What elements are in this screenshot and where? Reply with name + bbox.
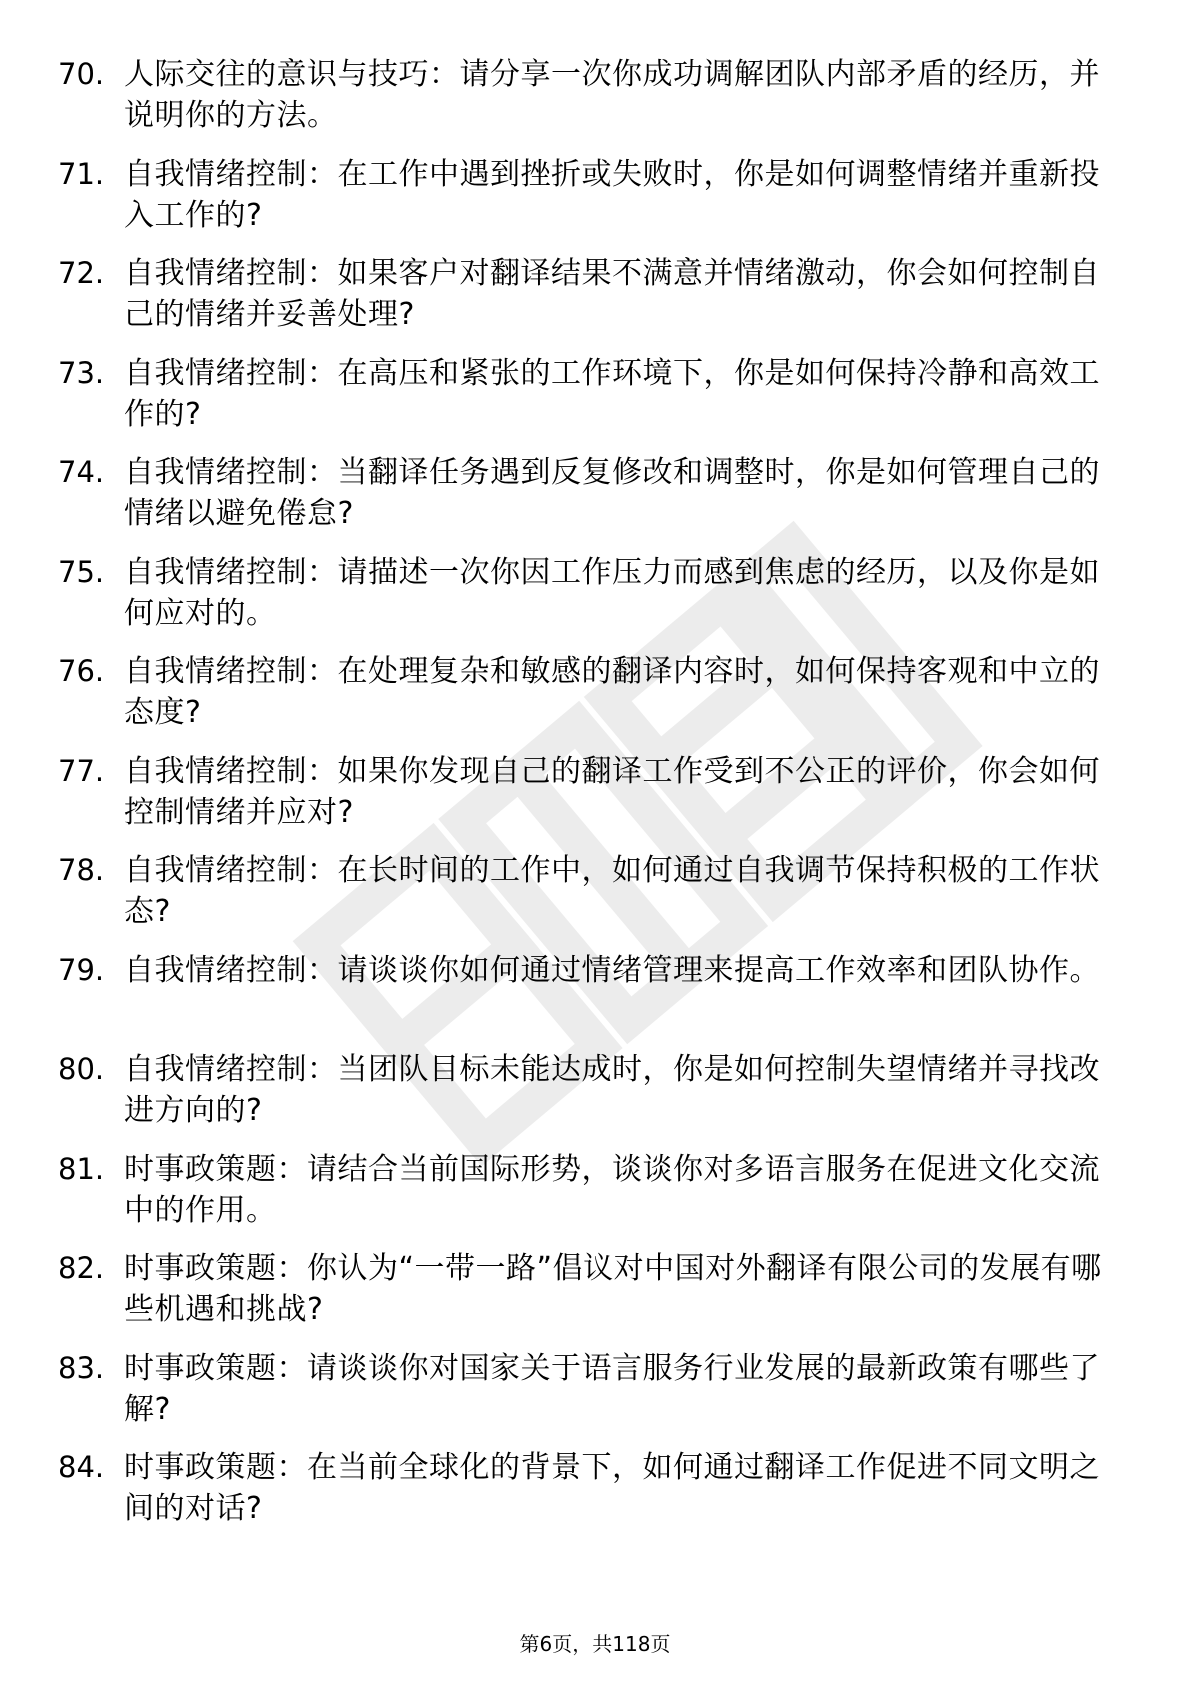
question-number: 74. <box>58 455 105 489</box>
question-text: 时事政策题：你认为“一带一路”倡议对中国对外翻译有限公司的发展有哪些机遇和挑战? <box>124 1251 1102 1327</box>
question-number: 83. <box>58 1350 105 1385</box>
question-number: 72. <box>58 256 105 290</box>
question-list <box>58 54 1118 1547</box>
question-item <box>58 950 1118 1050</box>
question-number: 73. <box>58 355 105 390</box>
question-text: 时事政策题：请谈谈你对国家关于语言服务行业发展的最新政策有哪些了解? <box>124 1350 1100 1427</box>
question-item <box>58 552 1118 652</box>
question-text: 自我情绪控制：当翻译任务遇到反复修改和调整时，你是如何管理自己的情绪以避免倦怠? <box>124 455 1100 531</box>
question-text: 自我情绪控制：在工作中遇到挫折或失败时，你是如何调整情绪并重新投入工作的? <box>124 156 1100 233</box>
question-item <box>58 253 1118 353</box>
question-number: 71. <box>58 156 105 191</box>
question-text: 自我情绪控制：请描述一次你因工作压力而感到焦虑的经历，以及你是如何应对的。 <box>124 554 1100 631</box>
question-item <box>58 751 1118 851</box>
question-text: 时事政策题：在当前全球化的背景下，如何通过翻译工作促进不同文明之间的对话? <box>124 1450 1100 1526</box>
question-text: 自我情绪控制：在高压和紧张的工作环境下，你是如何保持冷静和高效工作的? <box>124 355 1100 432</box>
question-text: 自我情绪控制：如果客户对翻译结果不满意并情绪激动，你会如何控制自己的情绪并妥善处理? <box>124 256 1100 332</box>
question-text: 时事政策题：请结合当前国际形势，谈谈你对多语言服务在促进文化交流中的作用。 <box>124 1151 1100 1228</box>
question-number: 79. <box>58 952 105 987</box>
question-number: 84. <box>58 1450 105 1484</box>
question-text: 自我情绪控制：在处理复杂和敏感的翻译内容时，如何保持客观和中立的态度? <box>124 654 1100 730</box>
question-item <box>58 1149 1118 1249</box>
page-footer: 第6页，共118页 <box>519 1632 671 1656</box>
question-text: 自我情绪控制：请谈谈你如何通过情绪管理来提高工作效率和团队协作。 <box>124 952 1100 988</box>
question-item <box>58 1049 1118 1149</box>
question-number: 81. <box>58 1151 105 1186</box>
question-text: 人际交往的意识与技巧：请分享一次你成功调解团队内部矛盾的经历，并说明你的方法。 <box>124 57 1100 133</box>
question-item <box>58 651 1118 751</box>
question-number: 77. <box>58 753 105 788</box>
question-item <box>58 1248 1118 1348</box>
question-item <box>58 353 1118 453</box>
question-number: 76. <box>58 654 105 688</box>
question-item <box>58 54 1118 154</box>
question-item <box>58 850 1118 950</box>
question-item <box>58 452 1118 552</box>
question-number: 80. <box>58 1052 105 1086</box>
question-number: 70. <box>58 57 105 91</box>
question-item <box>58 1447 1118 1547</box>
question-item <box>58 1348 1118 1448</box>
question-number: 75. <box>58 554 105 589</box>
question-number: 78. <box>58 853 105 887</box>
question-number: 82. <box>58 1251 105 1285</box>
question-text: 自我情绪控制：如果你发现自己的翻译工作受到不公正的评价，你会如何控制情绪并应对? <box>124 753 1100 830</box>
question-text: 自我情绪控制：当团队目标未能达成时，你是如何控制失望情绪并寻找改进方向的? <box>124 1052 1100 1128</box>
question-item <box>58 154 1118 254</box>
question-text: 自我情绪控制：在长时间的工作中，如何通过自我调节保持积极的工作状态? <box>124 853 1100 929</box>
